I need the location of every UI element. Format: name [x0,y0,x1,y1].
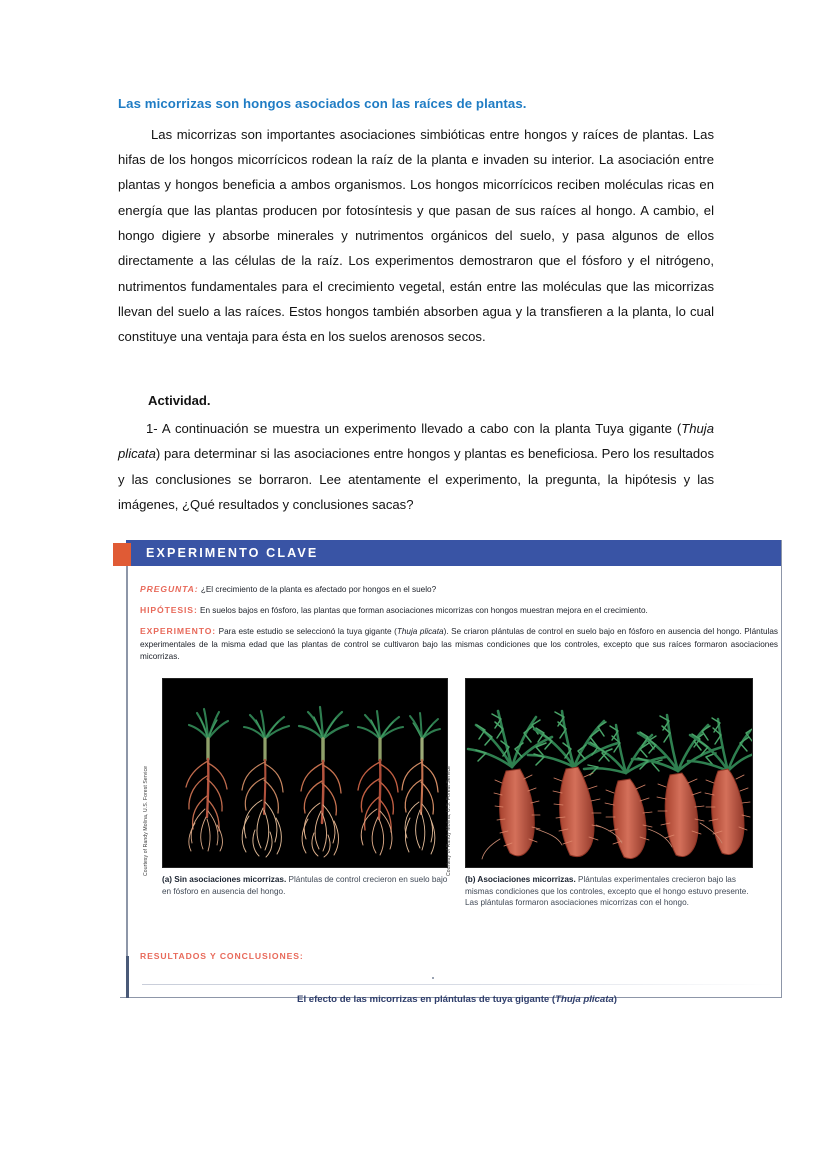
hipotesis-label: HIPÓTESIS: [140,605,198,615]
left-rule [126,566,128,956]
caption-a-rest: Plántulas de control crecieron en suelo bajo en fósforo en ausencia del hongo. [162,875,448,896]
figure-caption [140,994,774,1005]
caption-a-bold: (a) Sin asociaciones micorrizas. [162,875,287,884]
panel-a [162,678,452,897]
article-section [118,96,714,350]
experimento-text-1: Para este estudio se seleccionó la tuya gigante ( [218,627,397,636]
caption-b [465,874,760,909]
experimento-row [140,625,778,664]
activity-text-1: 1- A continuación se muestra un experimento llevado a cabo con la planta Tuya gigante ( [146,421,682,436]
pregunta-text: ¿El crecimiento de la planta es afectado por hongos en el suelo? [200,585,437,594]
orange-tab-marker [113,543,131,566]
caption-a [162,874,452,897]
pregunta-row [140,583,436,596]
caption-b-rest: Plántulas experimentales crecieron bajo las mismas condiciones que los controles, excepto que el hongo estuvo presente. Las plántulas formaron asociaciones micorrizas con el hongo. [465,875,749,908]
seedlings-sparse-illustration [163,679,448,868]
activity-text-2: ) para determinar si las asociaciones entre hongos y plantas es beneficiosa. Pero los resultados y las conclusiones se borraron. Lee atentamente el experimento, la pregunta, la hipótesis y las imágenes, ¿Qué resultados y conclusiones sacas? [118,446,714,512]
activity-title: Actividad. [148,393,211,408]
hipotesis-text: En suelos bajos en fósforo, las plantas que forman asociaciones micorrizas con hongos muestran mejora en el crecimiento. [200,606,648,615]
figure-caption-2: ) [613,994,617,1005]
resultados-label: RESULTADOS Y CONCLUSIONES: [140,951,304,961]
left-rule-bottom [126,956,129,998]
experimento-text-2: ). Se criaron plántulas de control en suelo bajo en fósforo en ausencia del hongo. Plántulas experimentales de la misma edad que las plantas de control se cultivaron bajo las mismas condiciones que los controles, excepto que sus raíces formaron asociaciones micorrizas. [140,627,778,662]
activity-section [118,388,714,517]
photo-with-mycorrhizae [465,678,753,868]
hipotesis-row [140,604,648,617]
photo-credit-a: Courtesy of Randy Molina, U.S. Forest Service [143,765,149,876]
caption-b-bold: (b) Asociaciones micorrizas. [465,875,576,884]
divider-rule [142,984,774,985]
activity-species: Thuja plicata [118,421,714,462]
experiment-header-bar [126,540,781,566]
figure-caption-1: El efecto de las micorrizas en plántulas de tuya gigante ( [297,994,556,1005]
figure-caption-species: Thuja plicata [555,994,614,1005]
photo-no-mycorrhizae [162,678,448,868]
experimento-label: EXPERIMENTO: [140,626,217,636]
photo-credit-b: Courtesy of Randy Molina, U.S. Forest Service [446,765,452,876]
activity-question [118,416,714,517]
article-paragraph: Las micorrizas son importantes asociaciones simbióticas entre hongos y raíces de plantas. Las hifas de los hongos micorrícicos rodean la raíz de la planta e invaden su interior. La asociación entre plantas y hongos beneficia a ambos organismos. Los hongos micorrícicos reciben moléculas ricas en energía que las plantas producen por fotosíntesis y que pasan de sus raíces al hongo. A cambio, el hongo digiere y absorbe minerales y nutrimentos orgánicos del suelo, y pasa algunos de ellos directamente a las células de la raíz. Los experimentos demostraron que el fósforo y el nitrógeno, nutrimentos fundamentales para el crecimiento vegetal, están entre las moléculas que las micorrizas llevan del suelo a las raíces. Estos hongos también absorben agua y la transfieren a la planta, lo cual constituye una ventaja para ésta en los suelos arenosos secos. [118,126,714,345]
page-title: Las micorrizas son hongos asociados con las raíces de plantas. [118,96,527,111]
pregunta-label: PREGUNTA: [140,584,199,594]
experiment-header-title: EXPERIMENTO CLAVE [146,546,319,560]
stray-mark [432,977,434,979]
seedlings-dense-illustration [466,679,753,868]
panel-b [465,678,760,909]
experiment-body [140,566,778,1005]
experimento-species: Thuja plicata [396,627,444,636]
key-experiment-box [120,540,782,1005]
